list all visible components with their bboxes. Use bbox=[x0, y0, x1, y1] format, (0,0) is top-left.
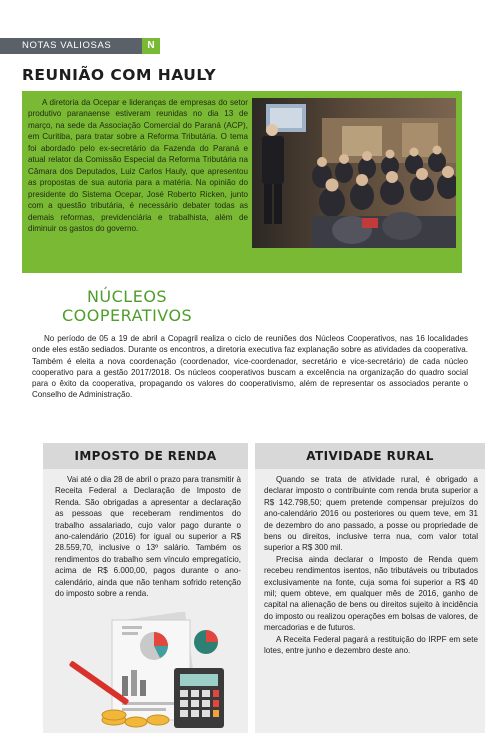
tax-illustration-image bbox=[56, 612, 236, 730]
article-body-atividade bbox=[264, 474, 478, 657]
section-header-label: NOTAS VALIOSAS bbox=[22, 40, 112, 51]
article-title-nucleos-line2: COOPERATIVOS bbox=[62, 306, 193, 325]
panel-title-atividade: ATIVIDADE RURAL bbox=[255, 443, 485, 469]
article-title-nucleos-line1: NÚCLEOS bbox=[86, 287, 168, 306]
atividade-paragraph-3: A Receita Federal pagará a restituição do IRPF em sete lotes, entre junho e dezembro deste ano. bbox=[264, 634, 478, 656]
imposto-paragraph-1: Vai até o dia 28 de abril o prazo para transmitir à Receita Federal a Declaração de Imposto de Renda. São obrigadas a apresentar a declaração as pessoas que receberam rendimentos do trabalho assalariado, cujo valor pago durante o ano-calendário (2016) for igual ou superior a R$ 28.559,70, inclusive o 13º salário. Também os rendimentos do trabalho sem vínculo empregatício, acima de R$ 6.000,00, pagos durante o ano-calendário, ainda que não tenham sofrido retenção do imposto sobre a renda. bbox=[55, 475, 241, 599]
article-body-imposto bbox=[55, 474, 241, 599]
meeting-photo bbox=[252, 98, 456, 248]
atividade-paragraph-1: Quando se trata de atividade rural, é obrigado a declarar imposto o contribuinte com renda bruta superior a R$ 142.798,50; quem pretende compensar prejuízos do ano-calendário 2016 ou posteriores ou quem teve, em 31 de dezembro do ano passado, a posse ou propriedade de bens ou direitos, inclusive terra nua, com valor total superior a R$ 300 mil. bbox=[264, 475, 478, 553]
atividade-paragraph-2: Precisa ainda declarar o Imposto de Renda quem recebeu rendimentos isentos, não tributáveis ou tributados exclusivamente na fonte, cuja soma foi superior a R$ 40 mil; quem obteve, em qualquer mês de 2016, ganho de capital na alienação de bens ou direitos sujeito à incidência do imposto ou realizou operações em bolsas de valores, de mercadorias e de futuros. bbox=[264, 554, 478, 633]
section-badge: N bbox=[142, 38, 160, 54]
article-body-nucleos: No período de 05 a 19 de abril a Copagril realiza o ciclo de reuniões dos Núcleos Cooperativos, nas 16 localidades onde eles estão sediados. Durante os encontros, a diretoria executiva faz explanação sobre as atividades da cooperativa. Também é eleita a nova coordenação (coordenador, vice-coordenador, secretário e vice-secretário) de cada núcleo cooperativo para a gestão 2017/2018. Os núcleos cooperativos buscam a excelência na organização do quadro social para o êxito da cooperativa, propagando os valores do cooperativismo, além de representar os associados perante o Conselho de Administração. bbox=[32, 334, 468, 400]
article-body-reuniao: A diretoria da Ocepar e lideranças de empresas do setor produtivo paranaense estiveram reunidas no dia 13 de março, na sede da Associação Comercial do Paraná (ACP), em Curitiba, para tratar sobre a Reforma Tributária. O tema foi abordado pelo ex-secretário da Fazenda do Paraná e atual relator da Comissão Especial da Reforma Tributária na Câmara dos Deputados, Luiz Carlos Hauly, que apresentou as propostas de sua autoria para a matéria. Na opinião do presidente do Sistema Ocepar, José Roberto Ricken, junto com a questão tributária, é necessário debater todas as demais reformas, previdenciária e trabalhista, além de diminuir os gastos do governo. bbox=[28, 98, 248, 233]
article-title-reuniao: REUNIÃO COM HAULY bbox=[22, 66, 217, 84]
tax-illustration bbox=[56, 612, 236, 730]
article-title-nucleos bbox=[62, 287, 192, 325]
meeting-photo-image bbox=[252, 98, 456, 248]
panel-title-imposto: IMPOSTO DE RENDA bbox=[43, 443, 248, 469]
